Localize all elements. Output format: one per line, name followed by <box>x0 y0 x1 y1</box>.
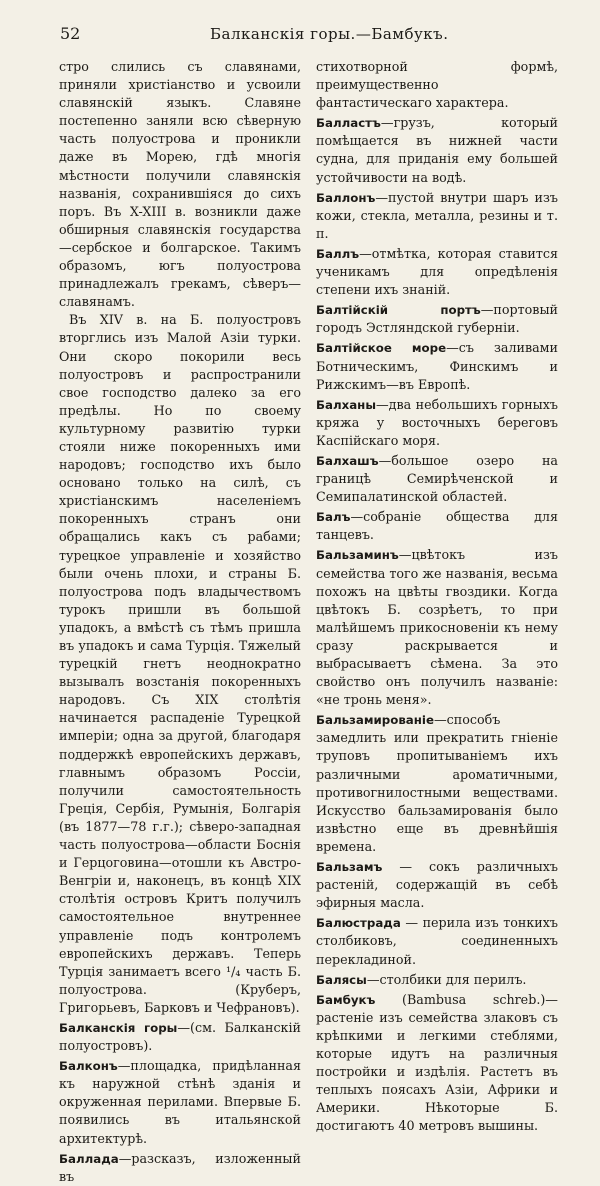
paragraph: Въ XIV в. на Б. полуостровъ вторглись изъ Малой Азіи турки. Они скоро покорили весь полуостровъ и распространили свое господство далеко за его предѣлы. Но по своему культурному развитію турки стояли ниже покоренныхъ ими народовъ; господство ихъ было основано только на силѣ, съ христіанскимъ населеніемъ покоренныхъ странъ они обращались какъ съ рабами; турецкое управленіе и хозяйство были очень плохи, и страны Б. полуострова подъ владычествомъ турокъ пришли въ большой упадокъ, а вмѣстѣ съ тѣмъ пришла въ упадокъ и сама Турція. Тяжелый турецкій гнетъ неоднократно вызывалъ возстанія покоренныхъ народовъ. Съ XIX столѣтія начинается распаденіе Турецкой имперіи; одна за другой, благодаря поддержкѣ европейскихъ державъ, главнымъ образомъ Россіи, получили самостоятельность Греція, Сербія, Румынія, Болгарія (въ 1877—78 г.г.); сѣверо-западная часть полуострова—области Боснія и Герцоговина—отошли къ Австро-Венгріи и, наконецъ, въ концѣ XIX столѣтія островъ Критъ получилъ самостоятельное внутреннее управленіе подъ контролемъ европейскихъ державъ. Теперь Турція занимаетъ всего ¹/₄ часть Б. полуострова. (Круберъ, Григорьевъ, Барковъ и Чефрановъ). <box>59 312 301 1015</box>
dictionary-entry <box>316 301 558 337</box>
dictionary-entry <box>316 396 558 450</box>
entry-term: Балханы <box>316 397 376 412</box>
entry-term: Балъ <box>316 510 351 525</box>
entry-definition: —площадка, придѣланная къ наружной стѣнѣ зданія и окруженная перилами. Впервые Б. появились въ итальянской архитектурѣ. <box>59 1058 301 1146</box>
dictionary-entry <box>316 245 558 299</box>
entry-definition: —разсказъ, изложенный въ <box>59 1150 301 1184</box>
entry-definition: —грузъ, который помѣщается въ нижней части судна, для приданія ему большей устойчивости на водѣ. <box>316 115 558 185</box>
entry-definition: — сокъ различныхъ растеній, содержащій въ себѣ эфирныя масла. <box>316 859 558 911</box>
dictionary-entry <box>316 114 558 186</box>
entry-term: Баллонъ <box>316 190 376 205</box>
entry-term: Бамбукъ <box>316 992 376 1007</box>
entry-definition: — перила изъ тонкихъ столбиковъ, соединенныхъ перекладиной. <box>316 915 558 967</box>
dictionary-entry <box>316 452 558 506</box>
dictionary-entry <box>316 914 558 968</box>
left-column <box>59 58 301 1186</box>
right-column <box>316 58 558 1135</box>
page-number: 52 <box>60 24 81 43</box>
entry-term: Бальзаминъ <box>316 548 399 563</box>
entry-term: Балтійское море <box>316 341 447 356</box>
entry-term: Бальзамированіе <box>316 713 434 728</box>
entry-term: Баллада <box>59 1151 119 1166</box>
entry-term: Балканскія горы <box>59 1020 178 1035</box>
entry-definition: —цвѣтокъ изъ семейства того же названія, весьма похожъ на цвѣты гвоздики. Когда цвѣтокъ Б. созрѣетъ, то при малѣйшемъ прикосновеніи къ нему сразу раскрывается и выбрасываетъ сѣмена. За это свойство онъ получилъ названіе: «не тронь меня». <box>316 547 558 708</box>
dictionary-entry <box>316 991 558 1136</box>
dictionary-entry <box>59 1057 301 1147</box>
entry-term: Баллъ <box>316 246 360 261</box>
page-header <box>60 24 560 48</box>
entry-definition: —большое озеро на границѣ Семирѣченской и Семипалатинской областей. <box>316 452 558 505</box>
dictionary-entry <box>59 1150 301 1186</box>
paragraph-continued: стихотворной формѣ, преимущественно фантастическаго характера. <box>316 59 558 111</box>
entry-definition: —собраніе общества для танцевъ. <box>316 509 558 543</box>
entry-term: Бальзамъ <box>316 860 383 875</box>
dictionary-entry <box>316 546 558 709</box>
entry-term: Балтійскій портъ <box>316 303 481 318</box>
entry-definition: —отмѣтка, которая ставится ученикамъ для опредѣленія степени ихъ знаній. <box>316 245 558 298</box>
entry-term: Балхашъ <box>316 453 379 468</box>
dictionary-entry <box>316 508 558 544</box>
entry-term: Балюстрада <box>316 916 401 931</box>
entry-definition: —способъ замедлить или прекратить гніеніе труповъ пропитываніемъ ихъ различными ароматичными, противогнилостными веществами. Искусство бальзамированія было извѣстно еще въ древнѣйшія времена. <box>316 712 558 854</box>
dictionary-entry <box>316 339 558 393</box>
dictionary-entry <box>59 1019 301 1055</box>
entry-definition: (Bambusa schreb.)—растеніе изъ семейства злаковъ съ крѣпкими и легкими стеблями, которые идутъ на различныя постройки и издѣлія. Растетъ въ теплыхъ поясахъ Азіи, Африки и Америки. Нѣкоторые Б. достигаютъ 40 метровъ вышины. <box>316 991 558 1134</box>
entry-term: Балясы <box>316 972 367 987</box>
paragraph-continued: стро слились съ славянами, приняли христіанство и усвоили славянскій языкъ. Славяне постепенно заняли всю сѣверную часть полуострова и проникли даже въ Морею, гдѣ многія мѣстности получили славянскія названія, сохранившіяся до сихъ поръ. Въ X-XIII в. возникли даже обширныя славянскія государства—сербское и болгарское. Такимъ образомъ, югъ полуострова принадлежалъ грекамъ, сѣверъ—славянамъ. <box>59 59 301 310</box>
dictionary-entry <box>316 858 558 912</box>
entry-definition: —пустой внутри шаръ изъ кожи, стекла, металла, резины и т. п. <box>316 189 558 241</box>
entry-definition: —съ заливами Ботническимъ, Финскимъ и Рижскимъ—въ Европѣ. <box>316 340 558 392</box>
entry-definition: —портовый городъ Эстляндской губерніи. <box>316 302 558 336</box>
dictionary-entry <box>316 189 558 243</box>
dictionary-entry <box>316 711 558 856</box>
entry-term: Балконъ <box>59 1059 118 1074</box>
entry-definition: —два небольшихъ горныхъ кряжа у восточныхъ береговъ Каспійскаго моря. <box>316 396 558 448</box>
dictionary-entry <box>316 971 558 989</box>
entry-definition: —(см. Балканскій полуостровъ). <box>59 1019 301 1054</box>
running-head: Балканскія горы.—Бамбукъ. <box>210 25 449 43</box>
entry-definition: —столбики для перилъ. <box>366 971 527 987</box>
entry-term: Балластъ <box>316 116 381 131</box>
